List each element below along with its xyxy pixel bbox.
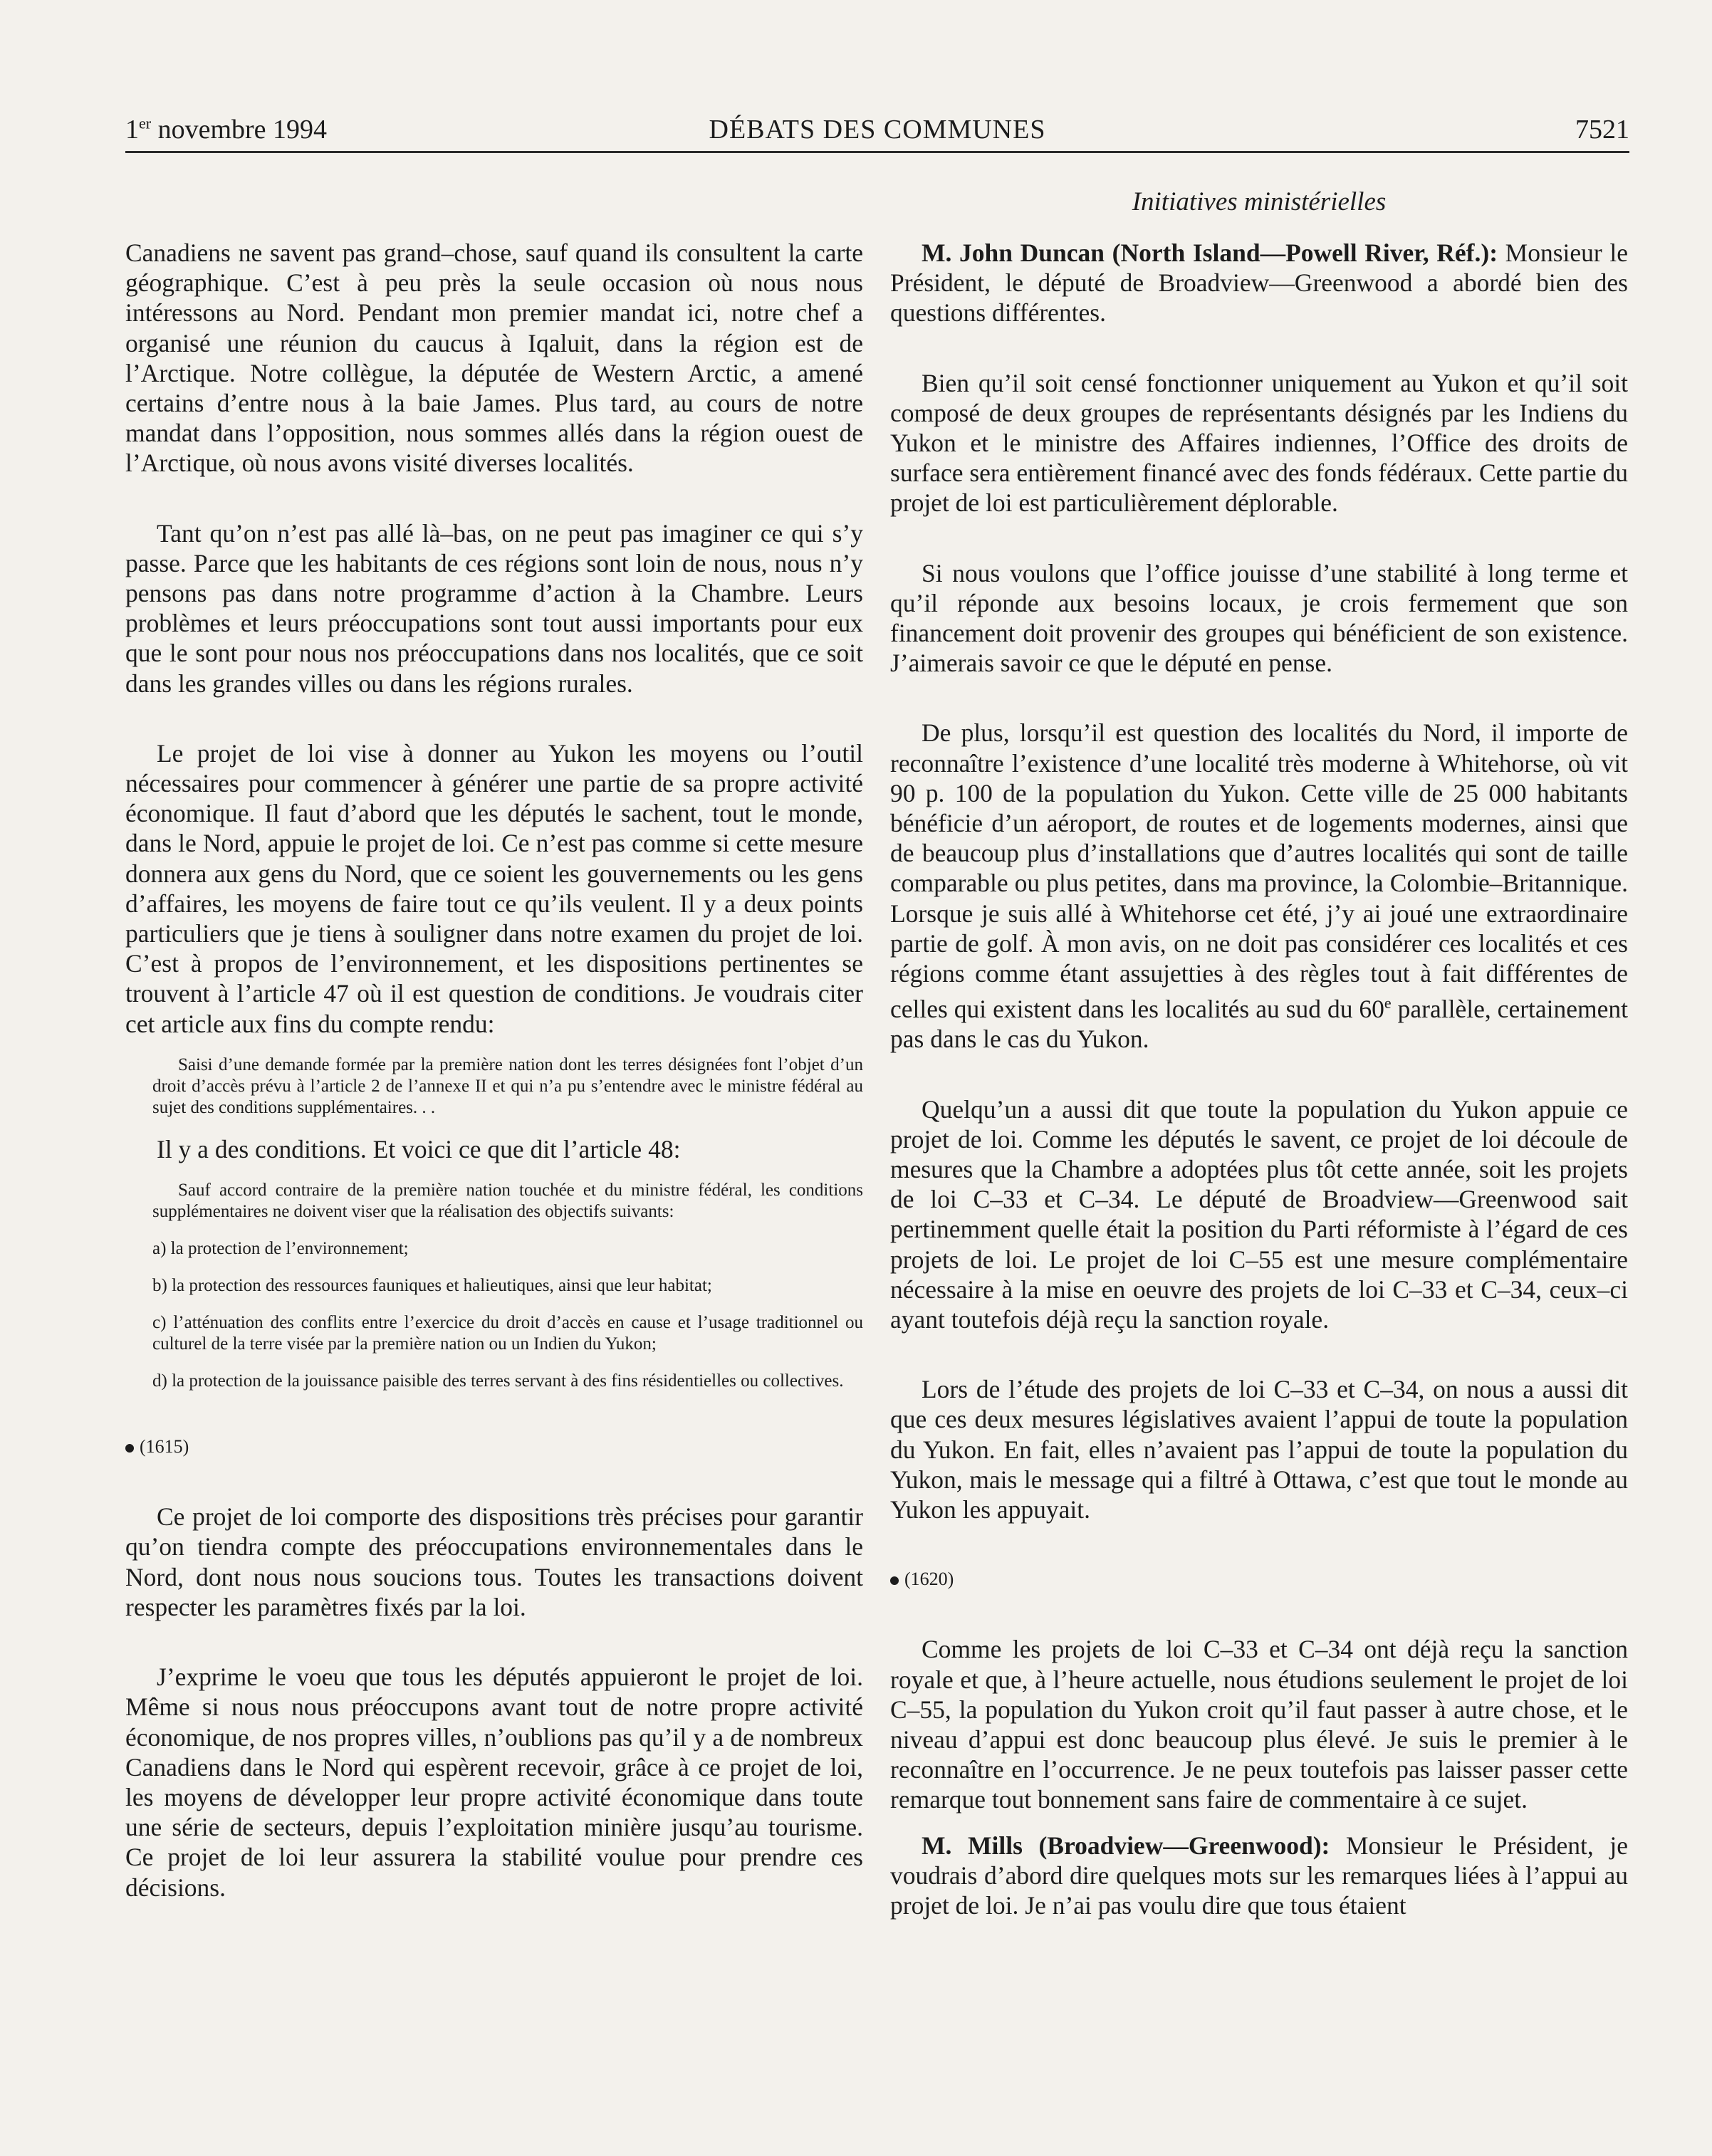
- header-title: DÉBATS DES COMMUNES: [709, 115, 1046, 145]
- right-paragraph-3-end: parallèle, certainement pas dans le cas du Yukon.: [890, 995, 1628, 1054]
- speaker-mills-paragraph: [890, 1831, 1628, 1921]
- right-paragraph-3-text: De plus, lorsqu’il est question des localités du Nord, il importe de reconnaître l’existence d’une localité très moderne à Whitehorse, où vit 90 p. 100 de la population du Yukon. Cette ville de 25 000 habitants bénéficie d’un aéroport, de routes et de logements modernes, ainsi que de beaucoup plus d’installations que d’autres localités qui sont de taille comparable ou plus petites, dans ma province, la Colombie–Britannique. Lorsque je suis allé à Whitehorse cet été, j’y ai joué une extraordinaire partie de golf. À mon avis, on ne doit pas considérer ces localités et ces régions comme étant assujetties à des règles tout à fait différentes de celles qui existent dans les localités au sud du 60: [890, 718, 1628, 1024]
- date-month-year: novembre 1994: [151, 115, 328, 145]
- left-paragraph-4: Il y a des conditions. Et voici ce que dit l’article 48:: [157, 1134, 681, 1163]
- quote-item-c: c) l’atténuation des conflits entre l’exercice du droit d’accès en cause et l’usage traditionnel ou culturel de la terre visée par la première nation ou un Indien du Yukon;: [152, 1313, 863, 1354]
- time-marker-label: (1615): [140, 1436, 189, 1458]
- left-paragraph-1: Canadiens ne savent pas grand–chose, sauf quand ils consultent la carte géographique. C’est à peu près la seule occasion où nous nous intéressons au Nord. Pendant mon premier mandat ici, notre chef a organisé une réunion du caucus à Iqaluit, dans la région est de l’Arctique. Notre collègue, la députée de Western Arctic, a amené certains d’entre nous à la baie James. Plus tard, au cours de notre mandat dans l’opposition, nous sommes allés dans la région ouest de l’Arctique, où nous avons visité diverses localités.: [125, 239, 863, 478]
- left-paragraph-6: J’exprime le voeu que tous les députés appuieront le projet de loi. Même si nous nous préoccupons avant tout de notre propre activité économique, de nos propres villes, n’oublions pas qu’il y a de nombreux Canadiens dans le Nord qui espèrent recevoir, grâce à ce projet de loi, les moyens de développer leur propre activité économique dans toute une série de secteurs, depuis l’exploitation minière jusqu’au tourisme. Ce projet de loi leur assurera la stabilité voulue pour prendre ces décisions.: [125, 1663, 863, 1902]
- bullet-icon: [890, 1576, 899, 1585]
- speaker-mills-text: Monsieur le Président, je voudrais d’abord dire quelques mots sur les remarques liées à l’appui au projet de loi. Je n’ai pas voulu dire que tous étaient: [890, 1831, 1628, 1920]
- speaker-duncan-paragraph: [890, 238, 1628, 328]
- quote-article-47: Saisi d’une demande formée par la première nation dont les terres désignées font l’objet d’un droit d’accès prévu à l’article 2 de l’annexe II et qui n’a pu s’entendre avec le ministre fédéral au sujet des conditions supplémentaires. . .: [152, 1055, 863, 1117]
- bullet-icon: [125, 1444, 134, 1453]
- page-header: [125, 111, 1629, 153]
- right-paragraph-1: Bien qu’il soit censé fonctionner uniquement au Yukon et qu’il soit composé de deux groupes de représentants désignés par les Indiens du Yukon et le ministre des Affaires indiennes, l’Office des droits de surface sera entièrement financé avec des fonds fédéraux. Cette partie du projet de loi est particulièrement déplorable.: [890, 368, 1628, 518]
- time-marker-1615: [125, 1432, 863, 1462]
- date-day: 1: [125, 115, 139, 145]
- superscript-e: e: [1384, 994, 1392, 1012]
- speaker-name-mills: M. Mills (Broadview—Greenwood):: [922, 1831, 1330, 1860]
- left-column: [125, 238, 863, 1903]
- date-superscript: er: [139, 114, 152, 132]
- right-paragraph-5: Lors de l’étude des projets de loi C–33 et C–34, on nous a aussi dit que ces deux mesures législatives avaient l’appui de toute la population du Yukon. En fait, elles n’avaient pas l’appui de toute la population du Yukon, mais le message qui a filtré à Ottawa, c’est que tout le monde au Yukon les appuyait.: [890, 1375, 1628, 1524]
- header-page-number: 7521: [1575, 115, 1629, 145]
- right-column: [890, 238, 1628, 1920]
- time-marker-1620: [890, 1564, 1628, 1594]
- time-marker-label: (1620): [904, 1569, 954, 1590]
- quote-item-a: a) la protection de l’environnement;: [152, 1239, 409, 1259]
- right-paragraph-4: Quelqu’un a aussi dit que toute la population du Yukon appuie ce projet de loi. Comme les députés le savent, ce projet de loi découle de mesures que la Chambre a adoptées plus tôt cette année, soit les projets de loi C–33 et C–34. Le député de Broadview—Greenwood sait pertinemment quelle était la position du Parti réformiste à l’égard de ces projets de loi. Le projet de loi C–55 est une mesure complémentaire nécessaire à la mise en oeuvre des projets de loi C–33 et C–34, ceux–ci ayant toutefois déjà reçu la sanction royale.: [890, 1094, 1628, 1334]
- left-paragraph-5: Ce projet de loi comporte des dispositions très précises pour garantir qu’on tiendra compte des préoccupations environnementales dans le Nord, dont nous nous soucions tous. Toutes les transactions doivent respecter les paramètres fixés par la loi.: [125, 1502, 863, 1621]
- quote-item-b: b) la protection des ressources fauniques et halieutiques, ainsi que leur habitat;: [152, 1276, 712, 1296]
- left-paragraph-2: Tant qu’on n’est pas allé là–bas, on ne peut pas imaginer ce qui s’y passe. Parce que les habitants de ces régions sont loin de nous, nous n’y pensons pas dans notre programme d’action à la Chambre. Leurs problèmes et leurs préoccupations sont tout aussi importants pour eux que le sont pour nous nos préoccupations dans nos localités, que ce soit dans les grandes villes ou dans les régions rurales.: [125, 518, 863, 698]
- speaker-name-duncan: M. John Duncan (North Island—Powell River, Réf.):: [922, 239, 1498, 267]
- right-paragraph-2: Si nous voulons que l’office jouisse d’une stabilité à long terme et qu’il réponde aux besoins locaux, je crois fermement que son financement doit provenir des groupes qui bénéficient de son existence. J’aimerais savoir ce que le député en pense.: [890, 558, 1628, 678]
- right-paragraph-6: Comme les projets de loi C–33 et C–34 ont déjà reçu la sanction royale et que, à l’heure actuelle, nous étudions seulement le projet de loi C–55, la population du Yukon croit qu’il faut passer à autre chose, et le niveau d’appui est donc beaucoup plus élevé. Je suis le premier à le reconnaître en l’occurrence. Je ne peux toutefois pas laisser passer cette remarque tout bonnement sans faire de commentaire à ce sujet.: [890, 1635, 1628, 1814]
- speaker-duncan-text: Monsieur le Président, le député de Broadview—Greenwood a abordé bien des questions différentes.: [890, 239, 1628, 328]
- left-paragraph-3: Le projet de loi vise à donner au Yukon les moyens ou l’outil nécessaires pour commencer à générer une partie de sa propre activité économique. Il faut d’abord que les députés le sachent, tout le monde, dans le Nord, appuie le projet de loi. Ce n’est pas comme si cette mesure donnera aux gens du Nord, que ce soient les gouvernements ou les gens d’affaires, les moyens de faire tout ce qu’ils veulent. Il y a deux points particuliers que je tiens à souligner dans notre examen du projet de loi. C’est à propos de l’environnement, et les dispositions pertinentes se trouvent à l’article 47 où il est question de conditions. Je voudrais citer cet article aux fins du compte rendu:: [125, 738, 863, 1038]
- right-paragraph-3: [890, 718, 1628, 1054]
- quote-item-d: d) la protection de la jouissance paisible des terres servant à des fins résidentielles ou collectives.: [152, 1371, 844, 1391]
- quote-article-48: Sauf accord contraire de la première nation touchée et du ministre fédéral, les conditions supplémentaires ne doivent viser que la réalisation des objectifs suivants:: [152, 1181, 863, 1222]
- section-subheading: Initiatives ministérielles: [1132, 187, 1387, 216]
